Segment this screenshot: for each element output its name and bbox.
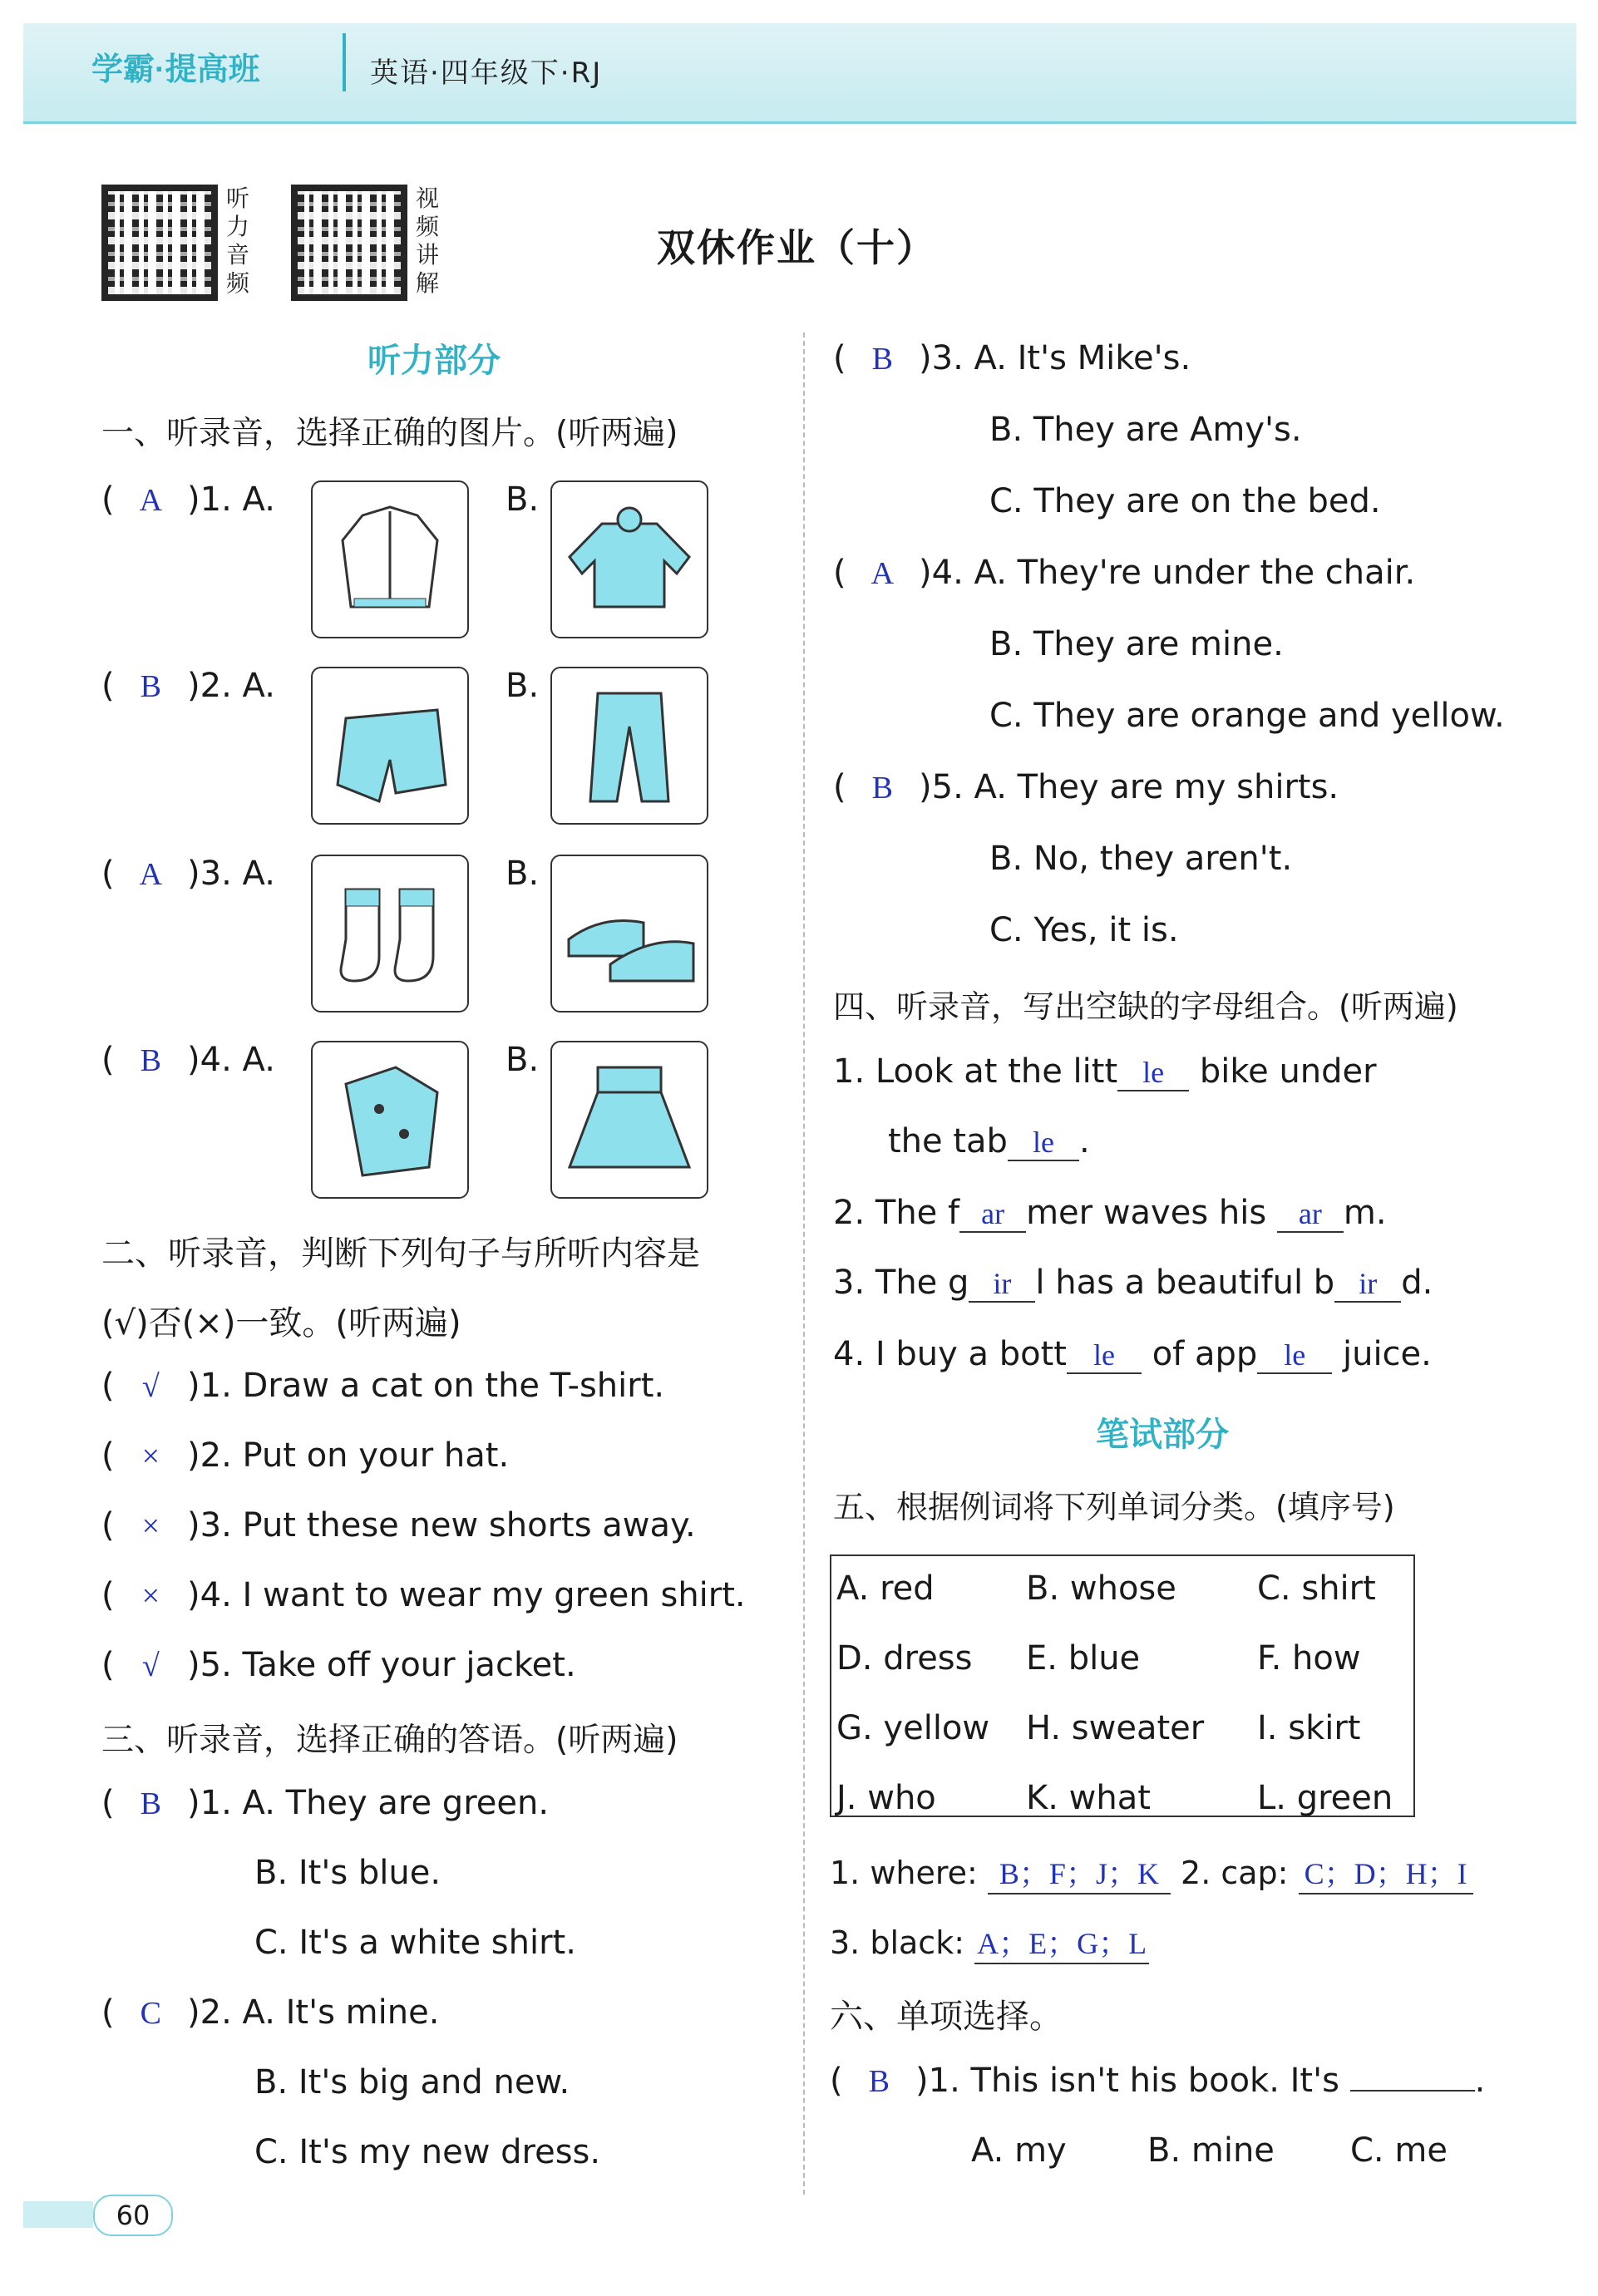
part3-option: B. It's big and new. xyxy=(254,2063,570,2101)
part3-item: ( C )2. A. It's mine. xyxy=(101,1993,440,2032)
word-item: C. shirt xyxy=(1257,1569,1376,1608)
part6-question: ( B )1. This isn't his book. It's . xyxy=(830,2062,1486,2100)
part5-heading: 五、根据例词将下列单词分类。(填序号) xyxy=(833,1489,1395,1525)
skirt-picture xyxy=(550,1041,708,1199)
part2-item: ( √ )5. Take off your jacket. xyxy=(101,1646,576,1684)
part3-option: C. It's a white shirt. xyxy=(254,1924,576,1962)
part3-option: B. They are Amy's. xyxy=(989,411,1302,449)
part2-item: ( × )3. Put these new shorts away. xyxy=(101,1506,696,1545)
column-divider xyxy=(803,333,805,2195)
word-item: G. yellow xyxy=(836,1709,990,1747)
part1-b-label: B. xyxy=(506,480,540,519)
part1-b-label: B. xyxy=(506,855,540,893)
part2-heading-line2: (√)否(×)一致。(听两遍) xyxy=(101,1304,461,1343)
part2-item: ( √ )1. Draw a cat on the T-shirt. xyxy=(101,1367,665,1405)
answer-blank xyxy=(1350,2090,1475,2092)
category-row: 1. where: B；F；J；K 2. cap: C；D；H；I xyxy=(830,1850,1473,1894)
listening-heading: 听力部分 xyxy=(367,342,501,380)
written-heading: 笔试部分 xyxy=(1096,1416,1229,1454)
part4-line: 1. Look at the litt le bike under xyxy=(833,1052,1377,1091)
part6-heading: 六、单项选择。 xyxy=(830,1998,1063,2036)
part3-item: ( A )4. A. They're under the chair. xyxy=(833,554,1416,592)
part1-item: ( B )2. A. xyxy=(101,667,275,705)
part3-option: C. It's my new dress. xyxy=(254,2133,601,2171)
part6-option: A. my xyxy=(971,2131,1067,2170)
shoes-picture xyxy=(550,855,708,1013)
part4-line: 3. The g ir l has a beautiful b ir d. xyxy=(833,1264,1433,1302)
part6-option: B. mine xyxy=(1147,2131,1275,2170)
part3-option: B. No, they aren't. xyxy=(989,840,1293,878)
part4-line: 2. The f ar mer waves his ar m. xyxy=(833,1194,1387,1232)
subject-label: 英语·四年级下·RJ xyxy=(370,57,603,90)
word-item: F. how xyxy=(1257,1639,1361,1678)
shirt-picture xyxy=(311,1041,469,1199)
shorts-picture xyxy=(311,667,469,825)
brand-title: 学霸·提高班 xyxy=(91,52,260,87)
word-item: K. what xyxy=(1026,1779,1151,1817)
part3-heading: 三、听录音，选择正确的答语。(听两遍) xyxy=(101,1722,678,1759)
socks-picture xyxy=(311,855,469,1013)
part3-item: ( B )3. A. It's Mike's. xyxy=(833,339,1191,377)
trousers-picture xyxy=(550,667,708,825)
word-item: A. red xyxy=(836,1569,935,1608)
page-title: 双休作业（十） xyxy=(657,225,936,270)
part4-heading: 四、听录音，写出空缺的字母组合。(听两遍) xyxy=(833,988,1458,1025)
part3-option: C. They are orange and yellow. xyxy=(989,697,1505,735)
part2-item: ( × )2. Put on your hat. xyxy=(101,1436,510,1475)
part2-item: ( × )4. I want to wear my green shirt. xyxy=(101,1576,746,1614)
word-item: I. skirt xyxy=(1257,1709,1361,1747)
part6-option: C. me xyxy=(1350,2131,1448,2170)
word-item: J. who xyxy=(836,1779,936,1817)
part3-item: ( B )1. A. They are green. xyxy=(101,1784,550,1822)
page-number-bar xyxy=(23,2201,93,2228)
qr-code-audio[interactable] xyxy=(101,185,218,301)
part3-option: B. They are mine. xyxy=(989,625,1284,663)
part2-heading-line1: 二、听录音，判断下列句子与所听内容是 xyxy=(101,1234,700,1273)
word-box xyxy=(830,1554,1415,1817)
word-item: L. green xyxy=(1257,1779,1393,1817)
part4-line: 4. I buy a bott le of app le juice. xyxy=(833,1335,1432,1373)
qr-code-video[interactable] xyxy=(291,185,407,301)
word-item: H. sweater xyxy=(1026,1709,1205,1747)
part1-item: ( A )1. A. xyxy=(101,480,275,519)
word-item: E. blue xyxy=(1026,1639,1141,1678)
sweater-picture xyxy=(550,480,708,638)
word-item: D. dress xyxy=(836,1639,973,1678)
header-divider xyxy=(343,33,346,91)
part3-option: C. Yes, it is. xyxy=(989,911,1179,949)
qr-label-video: 视 频 讲 解 xyxy=(416,185,440,297)
part1-b-label: B. xyxy=(506,1041,540,1079)
part1-heading: 一、听录音，选择正确的图片。(听两遍) xyxy=(101,415,678,452)
part3-option: C. They are on the bed. xyxy=(989,482,1381,520)
jacket-picture xyxy=(311,480,469,638)
part1-item: ( A )3. A. xyxy=(101,855,275,893)
page-number: 60 xyxy=(93,2195,173,2236)
category-row: 3. black: A；E；G；L xyxy=(830,1920,1149,1964)
part4-line: the tab le . xyxy=(888,1122,1090,1160)
part1-item: ( B )4. A. xyxy=(101,1041,275,1079)
word-item: B. whose xyxy=(1026,1569,1176,1608)
part1-b-label: B. xyxy=(506,667,540,705)
part3-option: B. It's blue. xyxy=(254,1854,441,1892)
qr-label-audio: 听 力 音 频 xyxy=(226,185,250,297)
part3-item: ( B )5. A. They are my shirts. xyxy=(833,768,1339,806)
